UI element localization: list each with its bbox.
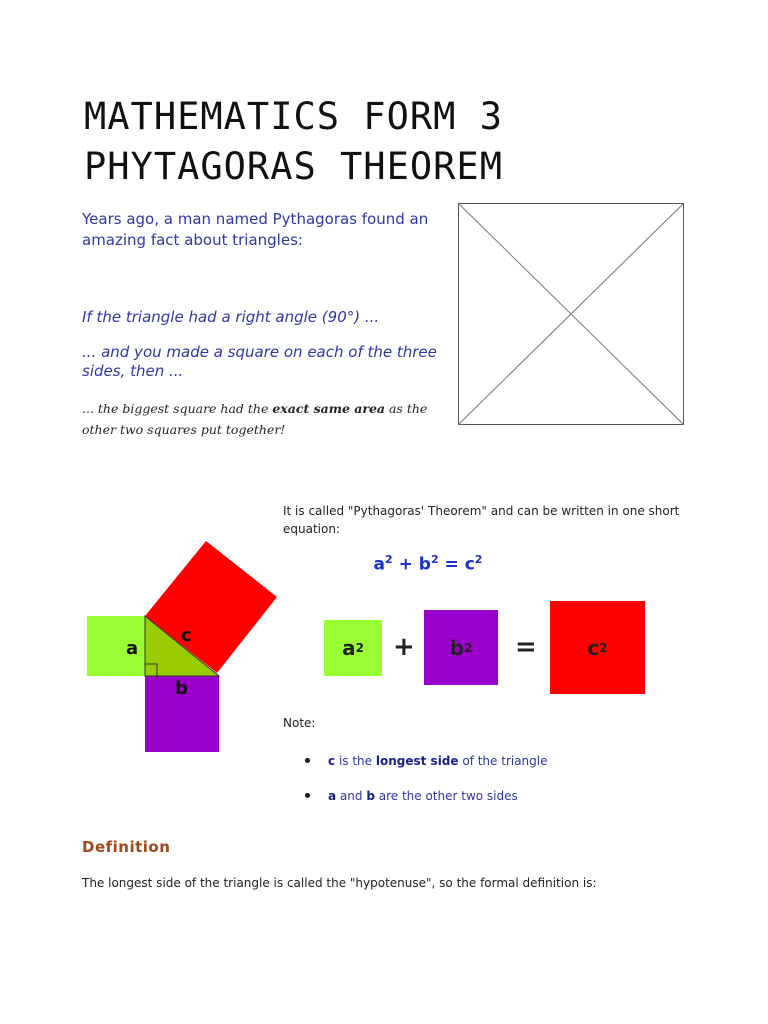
- definition-text: The longest side of the triangle is called the "hypotenuse", so the formal definition is:: [82, 876, 597, 890]
- list-item: a and b are the other two sides: [283, 787, 703, 822]
- biggest-square-line: ... the biggest square had the exact same area as the other two squares put together!: [82, 401, 428, 437]
- definition-heading: Definition: [82, 838, 171, 856]
- title-line-1: MATHEMATICS FORM 3: [84, 95, 503, 138]
- label-b: b: [175, 678, 188, 699]
- square-b-area: b 2: [424, 610, 498, 685]
- intro-paragraph: Years ago, a man named Pythagoras found an amazing fact about triangles:: [82, 210, 429, 249]
- page-title: [84, 92, 503, 192]
- note-list: [283, 752, 703, 822]
- theorem-description: It is called "Pythagoras' Theorem" and can be written in one short equation:: [283, 504, 680, 536]
- right-angle-line: If the triangle had a right angle (90°) ...: [82, 308, 380, 326]
- equals-sign: =: [515, 632, 537, 662]
- broken-image-placeholder: [458, 203, 684, 425]
- list-item: c is the longest side of the triangle: [283, 752, 703, 787]
- square-a-area: a 2: [324, 620, 382, 676]
- title-line-2: PHYTAGORAS THEOREM: [84, 145, 503, 188]
- label-a: a: [126, 638, 139, 659]
- square-sides-line: ... and you made a square on each of the three sides, then ...: [82, 343, 437, 380]
- note-label: Note:: [283, 716, 316, 730]
- pythagoras-diagram: [80, 535, 285, 760]
- pythagoras-equation: $a^2 + b^2 = c^2$: [373, 553, 483, 575]
- label-c: c: [181, 625, 192, 646]
- square-c-area: c 2: [550, 601, 645, 694]
- plus-sign: +: [393, 632, 415, 662]
